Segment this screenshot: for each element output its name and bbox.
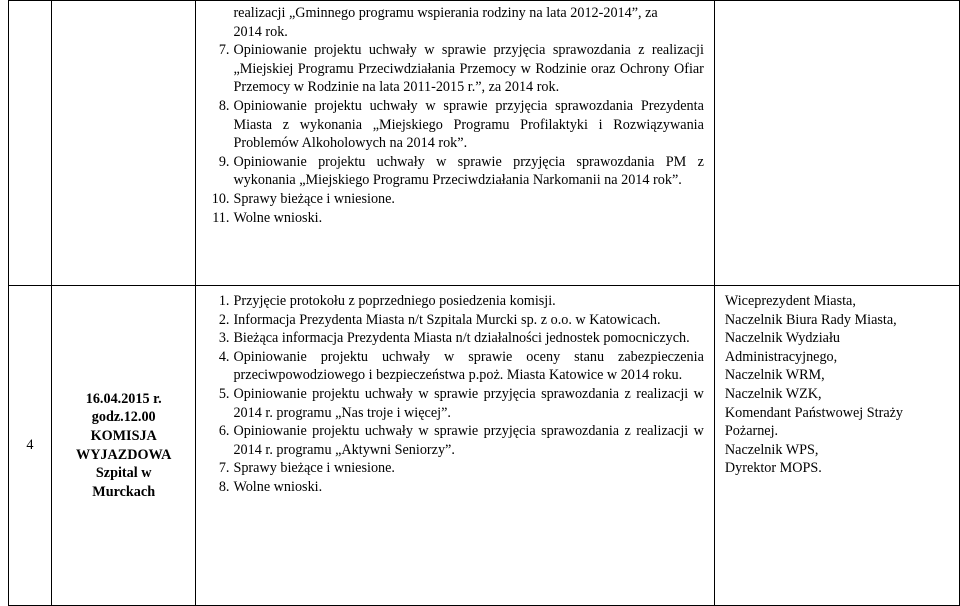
agenda-cell bbox=[196, 1, 714, 286]
agenda-item-number: 2. bbox=[218, 311, 230, 328]
agenda-item bbox=[206, 385, 703, 422]
agenda-item-number: 7. bbox=[218, 42, 230, 59]
invitee: Komendant Państwowej Straży bbox=[724, 404, 904, 421]
agenda-item bbox=[206, 209, 703, 228]
invitee: Administracyjnego, bbox=[724, 348, 838, 365]
agenda-item-number: 8. bbox=[218, 478, 230, 495]
agenda-item-text: Bieżąca informacja Prezydenta Miasta n/t działalności jednostek pomocniczych. bbox=[233, 330, 690, 347]
invitee: Naczelnik Biura Rady Miasta, bbox=[724, 311, 897, 328]
agenda-item bbox=[206, 329, 703, 348]
agenda-item-number: 11. bbox=[212, 209, 230, 226]
meeting-cell bbox=[51, 1, 196, 286]
meeting-info bbox=[51, 286, 196, 606]
agenda-item-number: 4. bbox=[218, 348, 230, 365]
invitee: Naczelnik WPS, bbox=[724, 441, 819, 458]
agenda-list bbox=[206, 41, 703, 227]
agenda-item-text: Opiniowanie projektu uchwały w sprawie oceny stanu zabezpieczenia przeciwpowodziowego i bezpieczeństwa p.poż. Miasta Katowice w 2014 roku. bbox=[233, 348, 704, 384]
agenda-intro-line: 2014 rok. bbox=[233, 23, 288, 40]
agenda-item bbox=[206, 348, 703, 385]
invitee: Pożarnej. bbox=[724, 423, 779, 440]
table-row bbox=[9, 1, 960, 286]
agenda-table bbox=[8, 0, 960, 606]
agenda-item-number: 5. bbox=[218, 385, 230, 402]
invitee: Naczelnik Wydziału bbox=[724, 330, 840, 347]
agenda-item-text: Opiniowanie projektu uchwały w sprawie przyjęcia sprawozdania PM z wykonania „Miejskiego Programu Przeciwdziałania Narkomanii na 2014 rok”. bbox=[233, 153, 704, 189]
agenda-item bbox=[206, 153, 703, 190]
meeting-location: Murckach bbox=[92, 483, 156, 500]
agenda-item-text: Opiniowanie projektu uchwały w sprawie przyjęcia sprawozdania z realizacji w 2014 r. programu „Nas troje i więcej”. bbox=[233, 385, 704, 421]
agenda-item bbox=[206, 190, 703, 209]
invitee: Naczelnik WZK, bbox=[724, 385, 822, 402]
meeting-number: 4 bbox=[9, 286, 52, 606]
agenda-list bbox=[206, 292, 703, 497]
agenda-item-text: Informacja Prezydenta Miasta n/t Szpitala Murcki sp. z o.o. w Katowicach. bbox=[233, 311, 661, 328]
agenda-item bbox=[206, 422, 703, 459]
agenda-item-text: Wolne wnioski. bbox=[233, 478, 323, 495]
agenda-item-text: Wolne wnioski. bbox=[233, 209, 323, 226]
agenda-item-text: Opiniowanie projektu uchwały w sprawie przyjęcia sprawozdania Prezydenta Miasta z wykonania „Miejskiego Programu Profilaktyki i Rozwiązywania Problemów Alkoholowych na 2014 rok”. bbox=[233, 97, 704, 152]
agenda-item-number: 9. bbox=[218, 153, 230, 170]
agenda-item bbox=[206, 41, 703, 97]
meeting-time: godz.12.00 bbox=[91, 409, 156, 426]
meeting-type: KOMISJA bbox=[90, 427, 157, 444]
meeting-date: 16.04.2015 r. bbox=[85, 390, 162, 407]
agenda-item-text: Sprawy bieżące i wniesione. bbox=[233, 190, 395, 207]
invitee: Dyrektor MOPS. bbox=[724, 460, 822, 477]
invitees-cell bbox=[714, 1, 959, 286]
agenda-intro-line: realizacji „Gminnego programu wspierania rodziny na lata 2012-2014”, za bbox=[233, 5, 658, 21]
invitees-cell bbox=[714, 286, 959, 606]
agenda-item-text: Opiniowanie projektu uchwały w sprawie przyjęcia sprawozdania z realizacji w 2014 r. programu „Aktywni Seniorzy”. bbox=[233, 423, 704, 458]
agenda-item bbox=[206, 97, 703, 153]
agenda-item-text: Przyjęcie protokołu z poprzedniego posiedzenia komisji. bbox=[233, 293, 556, 309]
table-row bbox=[9, 286, 960, 606]
agenda-item bbox=[206, 478, 703, 497]
number-cell bbox=[9, 1, 52, 286]
agenda-item-number: 8. bbox=[218, 97, 230, 114]
invitee: Wiceprezydent Miasta, bbox=[724, 293, 856, 309]
agenda-item-number: 7. bbox=[218, 460, 230, 477]
meeting-type: WYJAZDOWA bbox=[76, 446, 172, 463]
agenda-item-text: Sprawy bieżące i wniesione. bbox=[233, 460, 395, 477]
agenda-item bbox=[206, 292, 703, 311]
agenda-cell bbox=[196, 286, 714, 606]
meeting-location: Szpital w bbox=[95, 465, 152, 482]
agenda-item-number: 1. bbox=[218, 293, 230, 309]
invitee: Naczelnik WRM, bbox=[724, 367, 825, 384]
agenda-item-number: 3. bbox=[218, 330, 230, 347]
agenda-intro bbox=[206, 4, 703, 41]
agenda-item-number: 6. bbox=[218, 423, 230, 440]
agenda-item bbox=[206, 311, 703, 330]
agenda-item-number: 10. bbox=[211, 190, 230, 207]
agenda-item-text: Opiniowanie projektu uchwały w sprawie przyjęcia sprawozdania z realizacji „Miejskiej Programu Przeciwdziałania Przemocy w Rodzinie oraz Ochrony Ofiar Przemocy w Rodzinie na lata 2011-2015 r.”, za 2014 rok. bbox=[233, 42, 704, 96]
agenda-item bbox=[206, 459, 703, 478]
